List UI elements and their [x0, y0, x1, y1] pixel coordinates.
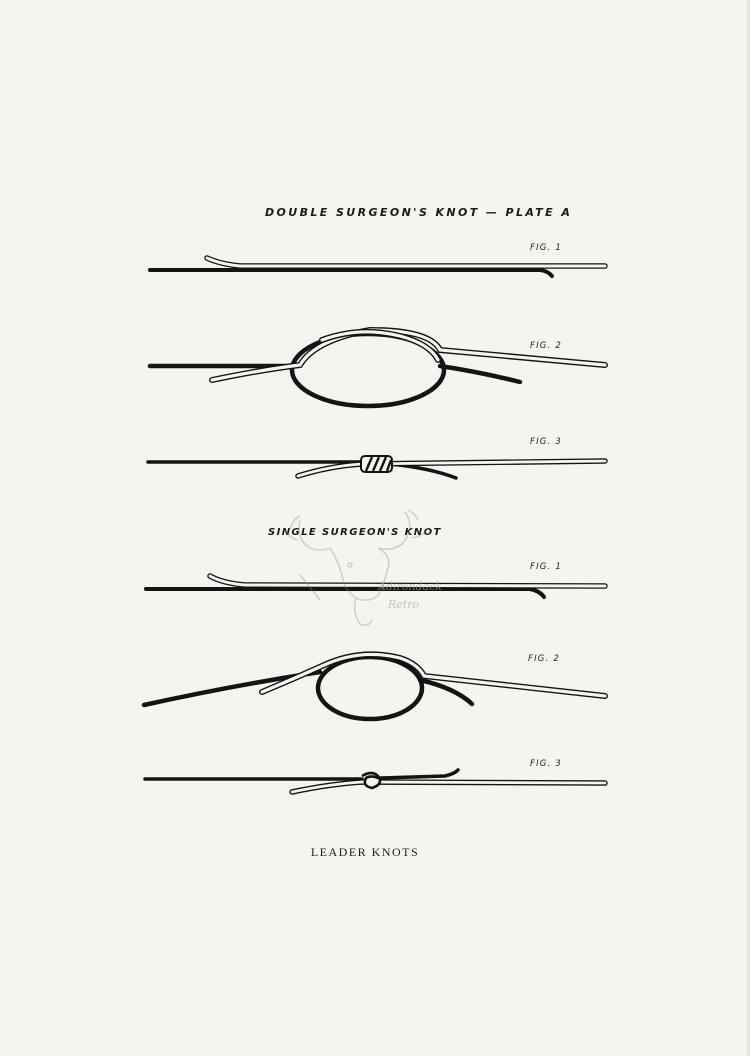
double-fig1-label: FIG. 1 [530, 243, 562, 253]
single-fig3-drawing [145, 770, 605, 792]
double-fig2-label: FIG. 2 [530, 341, 562, 351]
watermark-text-line1: Adirondack [378, 580, 442, 593]
single-fig1-drawing [146, 576, 605, 597]
single-fig3-label: FIG. 3 [530, 759, 562, 769]
single-fig2-label: FIG. 2 [528, 654, 560, 664]
single-fig2-drawing [144, 654, 605, 719]
double-fig1-drawing [150, 258, 605, 276]
double-fig3-drawing [148, 456, 605, 478]
plate-caption: LEADER KNOTS [310, 845, 420, 859]
double-fig2-drawing [150, 330, 605, 406]
double-fig3-label: FIG. 3 [530, 437, 562, 447]
double-surgeons-knot-title: DOUBLE SURGEON'S KNOT — PLATE A [265, 206, 573, 219]
watermark-text-line2: Retro [388, 598, 420, 611]
single-surgeons-knot-title: SINGLE SURGEON'S KNOT [268, 527, 442, 538]
single-fig1-label: FIG. 1 [530, 562, 562, 572]
